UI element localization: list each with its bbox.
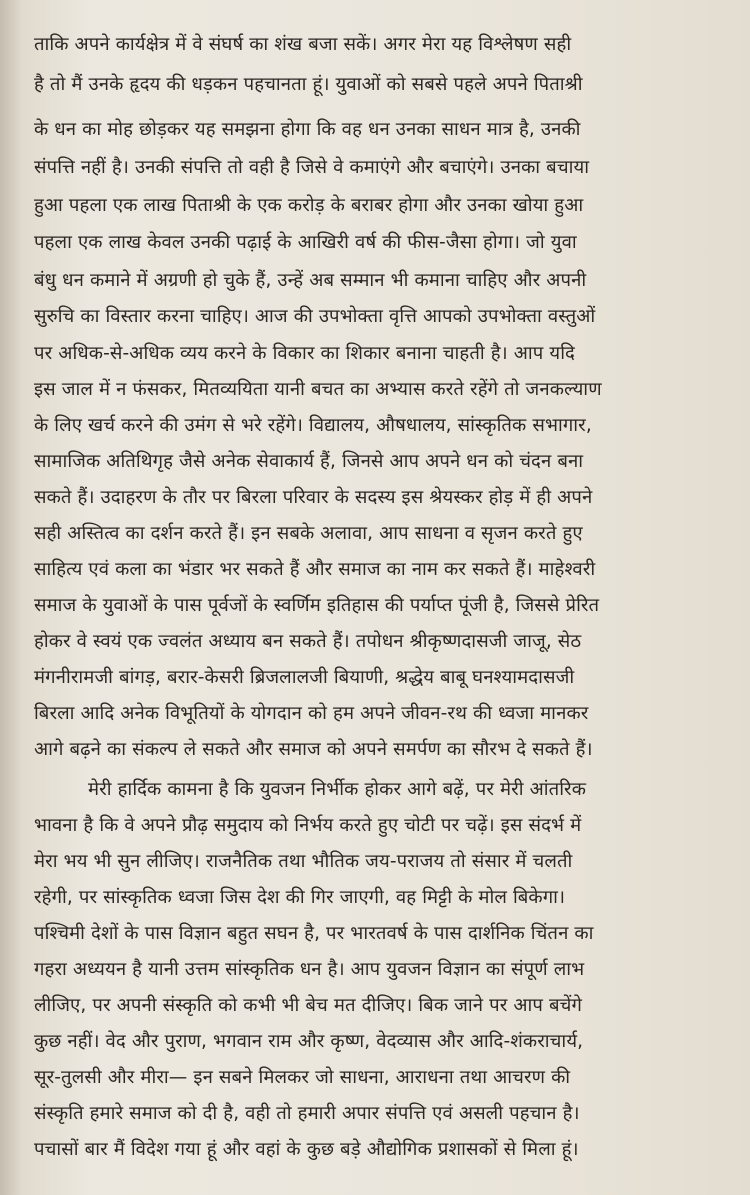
- text-line: के धन का मोह छोड़कर यह समझना होगा कि वह धन उनका साधन मात्र है, उनकी: [34, 119, 581, 140]
- text-line: के लिए खर्च करने की उमंग से भरे रहेंगे। विद्यालय, औषधालय, सांस्कृतिक सभागार,: [34, 415, 592, 436]
- text-line: होकर वे स्वयं एक ज्वलंत अध्याय बन सकते हैं। तपोधन श्रीकृष्णदासजी जाजू, सेठ: [34, 631, 582, 652]
- text-line: पश्चिमी देशों के पास विज्ञान बहुत सघन है, पर भारतवर्ष के पास दार्शनिक चिंतन का: [34, 923, 594, 944]
- text-line: मंगनीरामजी बांगड़, बरार-केसरी ब्रिजलालजी बियाणी, श्रद्धेय बाबू घनश्यामदासजी: [34, 667, 575, 688]
- text-line: रहेगी, पर सांस्कृतिक ध्वजा जिस देश की गिर जाएगी, वह मिट्टी के मोल बिकेगा।: [34, 887, 566, 908]
- text-line: संपत्ति नहीं है। उनकी संपत्ति तो वही है जिसे वे कमाएंगे और बचाएंगे। उनका बचाया: [34, 157, 590, 178]
- text-line: संस्कृति हमारे समाज को दी है, वही तो हमारी अपार संपत्ति एवं असली पहचान है।: [34, 1103, 580, 1124]
- text-line: पर अधिक-से-अधिक व्यय करने के विकार का शिकार बनाना चाहती है। आप यदि: [34, 343, 575, 364]
- page-gutter-shadow: [0, 0, 22, 1195]
- text-line: समाज के युवाओं के पास पूर्वजों के स्वर्णिम इतिहास की पर्याप्त पूंजी है, जिससे प्रेरित: [34, 595, 600, 616]
- text-line: लीजिए, पर अपनी संस्कृति को कभी भी बेच मत दीजिए। बिक जाने पर आप बचेंगे: [34, 995, 582, 1016]
- text-line: सामाजिक अतिथिगृह जैसे अनेक सेवाकार्य हैं, जिनसे आप अपने धन को चंदन बना: [34, 451, 584, 472]
- text-line: साहित्य एवं कला का भंडार भर सकते हैं और समाज का नाम कर सकते हैं। माहेश्वरी: [34, 559, 596, 580]
- text-line: पहला एक लाख केवल उनकी पढ़ाई के आखिरी वर्ष की फीस-जैसा होगा। जो युवा: [34, 232, 577, 253]
- paragraph-start-line: मेरी हार्दिक कामना है कि युवजन निर्भीक होकर आगे बढ़ें, पर मेरी आंतरिक: [88, 779, 587, 800]
- text-line: इस जाल में न फंसकर, मितव्ययिता यानी बचत का अभ्यास करते रहेंगे तो जनकल्याण: [34, 379, 602, 400]
- text-line: सकते हैं। उदाहरण के तौर पर बिरला परिवार के सदस्य इस श्रेयस्कर होड़ में ही अपने: [34, 487, 593, 508]
- text-line: सुरुचि का विस्तार करना चाहिए। आज की उपभोक्ता वृत्ति आपको उपभोक्ता वस्तुओं: [34, 306, 596, 327]
- text-line: सही अस्तित्व का दर्शन करते हैं। इन सबके अलावा, आप साधना व सृजन करते हुए: [34, 523, 583, 544]
- text-line: कुछ नहीं। वेद और पुराण, भगवान राम और कृष्ण, वेदव्यास और आदि-शंकराचार्य,: [34, 1031, 584, 1052]
- text-line: आगे बढ़ने का संकल्प ले सकते और समाज को अपने समर्पण का सौरभ दे सकते हैं।: [34, 739, 593, 760]
- text-line: बंधु धन कमाने में अग्रणी हो चुके हैं, उन्हें अब सम्मान भी कमाना चाहिए और अपनी: [34, 270, 587, 291]
- text-line: सूर-तुलसी और मीरा— इन सबने मिलकर जो साधना, आराधना तथा आचरण की: [34, 1067, 571, 1088]
- text-line: हुआ पहला एक लाख पिताश्री के एक करोड़ के बराबर होगा और उनका खोया हुआ: [34, 195, 584, 216]
- text-line: मेरा भय भी सुन लीजिए। राजनैतिक तथा भौतिक जय-पराजय तो संसार में चलती: [34, 851, 573, 872]
- text-line: पचासों बार मैं विदेश गया हूं और वहां के कुछ बड़े औद्योगिक प्रशासकों से मिला हूं।: [34, 1139, 579, 1160]
- text-line: है तो मैं उनके हृदय की धड़कन पहचानता हूं। युवाओं को सबसे पहले अपने पिताश्री: [34, 74, 583, 95]
- text-line: बिरला आदि अनेक विभूतियों के योगदान को हम अपने जीवन-रथ की ध्वजा मानकर: [34, 703, 589, 724]
- text-line: भावना है कि वे अपने प्रौढ़ समुदाय को निर्भय करते हुए चोटी पर चढ़ें। इस संदर्भ में: [34, 815, 582, 836]
- text-line: गहरा अध्ययन है यानी उत्तम सांस्कृतिक धन है। आप युवजन विज्ञान का संपूर्ण लाभ: [34, 959, 585, 980]
- text-line: ताकि अपने कार्यक्षेत्र में वे संघर्ष का शंख बजा सकें। अगर मेरा यह विश्लेषण सही: [34, 34, 572, 55]
